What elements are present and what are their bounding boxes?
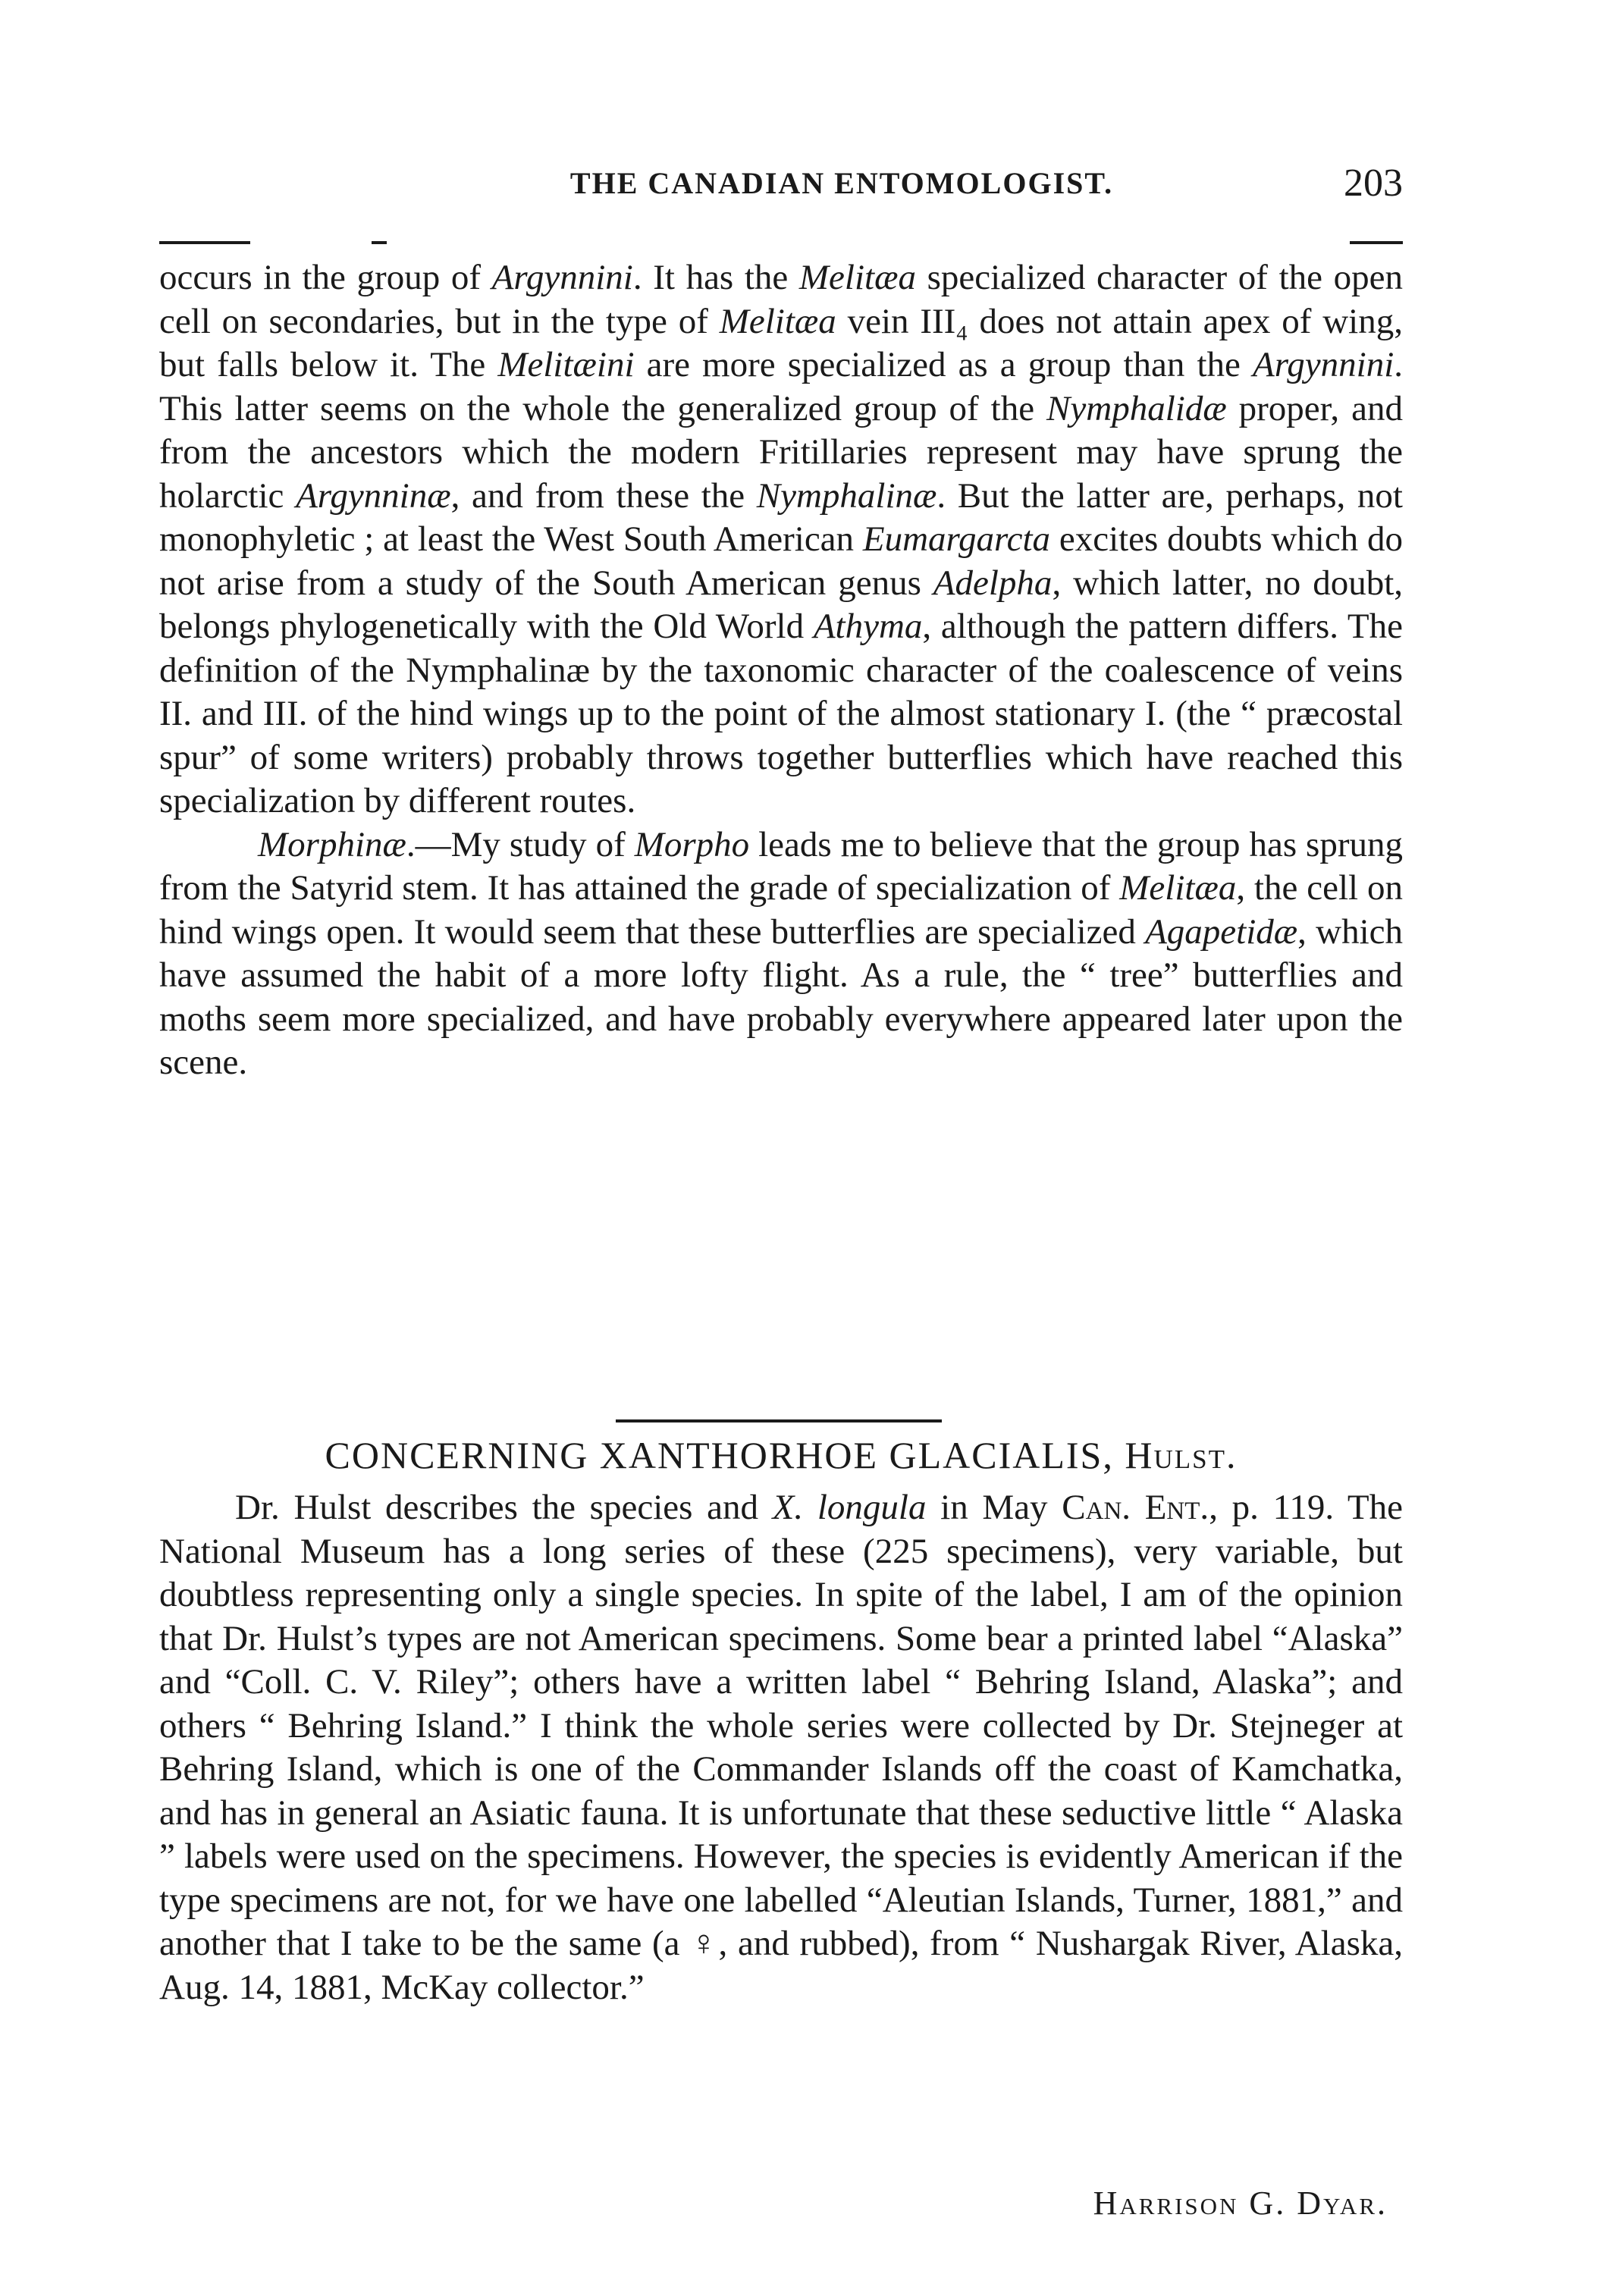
running-head [159,162,1403,218]
text-run: . It has the [632,258,799,297]
text-run: vein III₄ does not attain apex of wing, but falls below it. The [159,301,1403,384]
article-title-text: CONCERNING XANTHORHOE GLACIALIS, [325,1434,1114,1476]
italic-term: Nymphalinæ [756,475,937,516]
paragraph [159,256,1403,823]
text-run: . But the latter are, perhaps, not monophyletic ; at least the West South American [159,475,1403,559]
running-title: THE CANADIAN ENTOMOLOGIST. [569,166,1114,200]
text-run: , although the pattern differs. The definition of the Nymphalinæ by the taxonomic character of the coalescence of veins II. and III. of the hind wings up to the point of the almost stationary I. (the “ præcostal spur” of some writers) probably throws together butterflies which have reached this specialization by different routes. [159,607,1403,820]
italic-term: Melitæa [719,301,836,341]
italic-term: Adelpha [933,563,1053,603]
header-rule [159,241,1403,244]
text-run: Dr. Hulst describes the species and [235,1488,773,1527]
text-run: in May [926,1488,1062,1527]
article-title-author: Hulst. [1125,1434,1238,1476]
text-run: , and from these the [450,475,757,516]
article-body [159,1486,1403,2009]
section-divider [616,1419,942,1422]
italic-term: Melitæini [497,345,635,384]
italic-term: Nymphalidæ [1046,388,1227,428]
italic-term: Agapetidæ [1145,911,1298,952]
text-run: leads me to believe that the group has sprung from the Satyrid stem. It has attained the grade of specialization of [159,824,1403,908]
italic-term: Eumargarcta [862,519,1051,559]
continued-article-text [159,256,1403,1085]
paragraph [159,823,1403,1085]
article-title [159,1433,1403,1477]
text-run: are more specialized as a group than the [634,345,1253,384]
italic-term: Argynnini [491,258,633,297]
text-run: proper, and from the ancestors which the modern Fritillaries represent may have sprung the holarctic [159,388,1403,516]
italic-term: X. longula [772,1488,927,1527]
author-signature: Harrison G. Dyar. [1093,2185,1388,2222]
text-run: specialized character of the open cell on secondaries, but in the type of [159,258,1403,341]
text-run: Can. Ent. [1062,1488,1209,1527]
text-run: .—My study of [406,824,635,864]
text-run: , p. 119. The National Museum has a long series of these (225 specimens), very variable, but doubtless representing only a single species. In spite of the label, I am of the opinion that Dr. Hulst’s types are not American specimens. Some bear a printed label “Alaska” and “Coll. C. V. Riley”; others have a written label “ Behring Island, Alaska”; and others “ Behring Island.” I think the whole series were collected by Dr. Stejneger at Behring Island, which is one of the Commander Islands off the coast of Kamchatka, and has in general an Asiatic fauna. It is unfortunate that these seductive little “ Alaska ” labels were used on the specimens. However, the species is evidently American if the type specimens are not, for we have one labelled “Aleutian Islands, Turner, 1881,” and another that I take to be the same (a ♀, and rubbed), from “ Nushargak River, Alaska, Aug. 14, 1881, McKay collector.” [159,1488,1404,2007]
italic-term: Melitæa [1119,868,1237,908]
italic-term: Athyma [813,607,923,646]
header-rule-right [1350,241,1403,244]
text-run: , which have assumed the habit of a more lofty flight. As a rule, the “ tree” butterflies and moths seem more specialized, and have probably everywhere appeared later upon the scene. [159,911,1403,1082]
text-run: , the cell on hind wings open. It would seem that these butterflies are specialized [159,868,1403,952]
text-run: occurs in the group of [159,258,492,297]
text-run: . This latter seems on the whole the generalized group of the [159,345,1403,428]
text-run: , which latter, no doubt, belongs phylogenetically with the Old World [159,563,1403,646]
text-run: excites doubts which do not arise from a study of the South American genus [159,519,1403,603]
page-number: 203 [1344,162,1403,205]
italic-term: Melitæa [798,258,916,297]
italic-term: Argynnini [1253,345,1395,384]
italic-term: Morpho [634,824,750,864]
italic-term: Argynninæ [296,475,451,516]
italic-term: Morphinæ [258,824,406,864]
